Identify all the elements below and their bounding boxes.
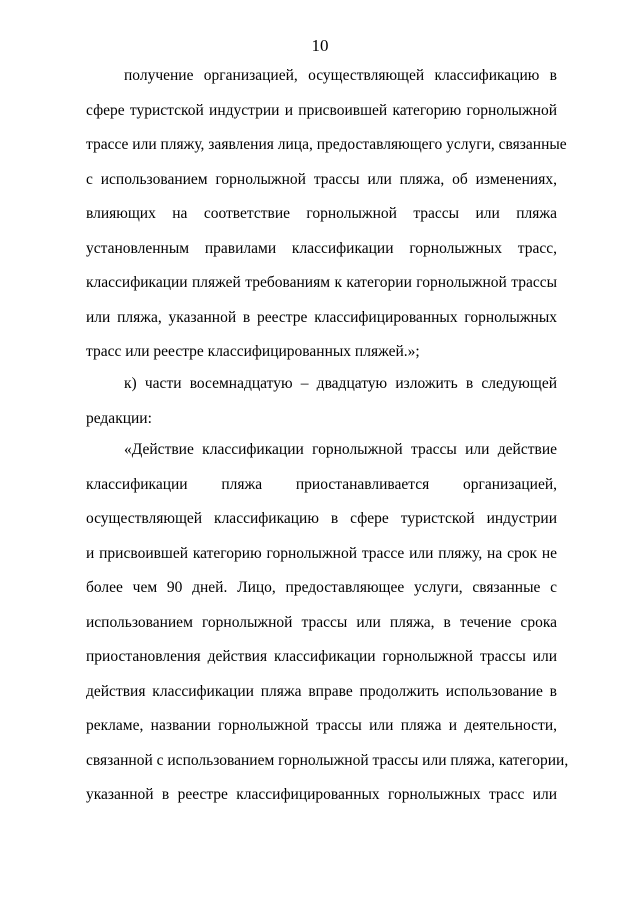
text-line: сфере туристской индустрии и присвоившей категорию горнолыжной: [86, 101, 557, 119]
text-line: осуществляющей классификацию в сфере туристской индустрии: [86, 510, 557, 527]
paragraph-classification-change: [86, 66, 567, 377]
text-line: «Действие классификации горнолыжной трассы или действие: [124, 441, 557, 458]
text-line: или пляжа, указанной в реестре классифицированных горнолыжных: [86, 308, 557, 326]
text-line: использованием горнолыжной трассы или пляжа, в течение срока: [86, 613, 557, 631]
text-line: действия классификации пляжа вправе продолжить использование в: [86, 682, 557, 700]
text-line: классификации пляжа приостанавливается организацией,: [86, 475, 557, 493]
paragraph-amendment-k: [86, 374, 557, 443]
text-line: получение организацией, осуществляющей классификацию в: [124, 67, 557, 84]
text-line: с использованием горнолыжной трассы или пляжа, об изменениях,: [86, 170, 557, 188]
text-line: установленным правилами классификации горнолыжных трасс,: [86, 239, 557, 257]
paragraph-suspension-quote: [86, 440, 569, 820]
text-line: и присвоившей категорию горнолыжной трассе или пляжу, на срок не: [86, 544, 557, 562]
page-number: 10: [311, 36, 329, 55]
text-line: трассе или пляжу, заявления лица, предоставляющего услуги, связанные: [86, 136, 567, 153]
text-line: влияющих на соответствие горнолыжной трассы или пляжа: [86, 205, 557, 222]
text-line: указанной в реестре классифицированных горнолыжных трасс или: [86, 786, 557, 803]
text-line: редакции:: [86, 409, 152, 427]
text-line: классификации пляжей требованиям к категории горнолыжной трассы: [86, 274, 557, 291]
text-line: более чем 90 дней. Лицо, предоставляющее услуги, связанные с: [86, 579, 557, 596]
text-line: рекламе, названии горнолыжной трассы или пляжа и деятельности,: [86, 717, 557, 734]
text-line: трасс или реестре классифицированных пляжей.»;: [86, 343, 420, 360]
text-line: приостановления действия классификации горнолыжной трассы или: [86, 648, 557, 665]
text-line: к) части восемнадцатую – двадцатую изложить в следующей: [124, 375, 557, 392]
text-line: связанной с использованием горнолыжной трассы или пляжа, категории,: [86, 751, 569, 769]
